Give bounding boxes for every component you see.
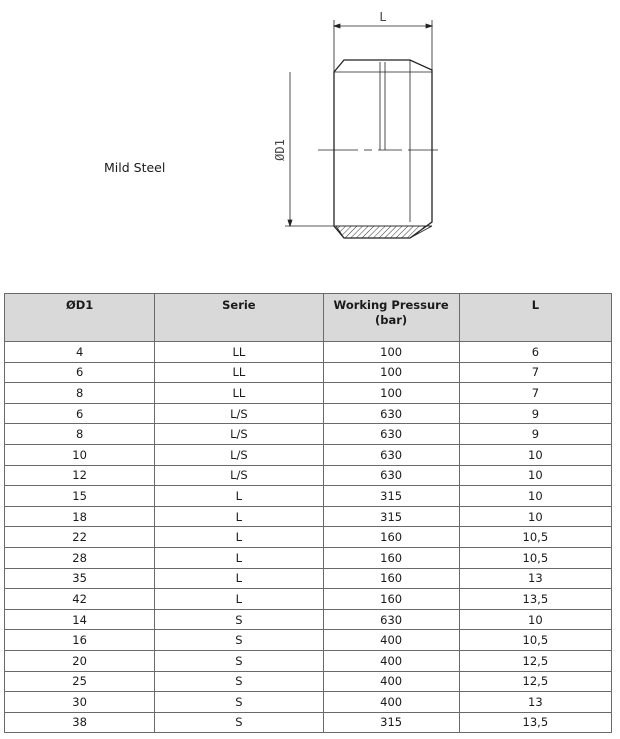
cell-diameter: 6	[5, 362, 155, 383]
cell-length: 10	[459, 486, 611, 507]
cell-working-pressure: 630	[323, 609, 459, 630]
cell-serie: S	[155, 630, 323, 651]
header-serie: Serie	[155, 294, 323, 342]
table-row	[5, 444, 612, 465]
cell-length: 10	[459, 444, 611, 465]
table-row	[5, 506, 612, 527]
ring-technical-drawing	[270, 0, 450, 250]
cell-working-pressure: 315	[323, 486, 459, 507]
cell-diameter: 10	[5, 444, 155, 465]
cell-working-pressure: 315	[323, 506, 459, 527]
cell-length: 12,5	[459, 671, 611, 692]
cell-diameter: 15	[5, 486, 155, 507]
table-row	[5, 692, 612, 713]
cell-length: 10	[459, 506, 611, 527]
table-body	[5, 342, 612, 733]
cell-diameter: 25	[5, 671, 155, 692]
table-row	[5, 424, 612, 445]
cell-length: 10	[459, 465, 611, 486]
cell-diameter: 6	[5, 403, 155, 424]
cell-diameter: 14	[5, 609, 155, 630]
cell-serie: LL	[155, 383, 323, 404]
cell-serie: S	[155, 671, 323, 692]
cell-working-pressure: 630	[323, 465, 459, 486]
cell-working-pressure: 400	[323, 650, 459, 671]
table-row	[5, 630, 612, 651]
header-diameter: ØD1	[5, 294, 155, 342]
table-header-row	[5, 294, 612, 342]
cell-diameter: 18	[5, 506, 155, 527]
cell-serie: L	[155, 486, 323, 507]
cell-diameter: 8	[5, 424, 155, 445]
cell-length: 12,5	[459, 650, 611, 671]
table-row	[5, 403, 612, 424]
cell-length: 13	[459, 692, 611, 713]
table-row	[5, 342, 612, 363]
cell-working-pressure: 100	[323, 383, 459, 404]
cell-length: 7	[459, 383, 611, 404]
cell-diameter: 16	[5, 630, 155, 651]
cell-working-pressure: 315	[323, 712, 459, 733]
cell-diameter: 42	[5, 589, 155, 610]
specification-table	[4, 293, 612, 733]
cell-diameter: 8	[5, 383, 155, 404]
cell-length: 9	[459, 424, 611, 445]
cell-diameter: 22	[5, 527, 155, 548]
cell-serie: L	[155, 568, 323, 589]
cell-working-pressure: 400	[323, 630, 459, 651]
cell-working-pressure: 160	[323, 527, 459, 548]
cell-length: 10,5	[459, 547, 611, 568]
cell-serie: LL	[155, 342, 323, 363]
table-row	[5, 362, 612, 383]
cell-serie: S	[155, 712, 323, 733]
cell-diameter: 28	[5, 547, 155, 568]
header-length: L	[459, 294, 611, 342]
cell-serie: L	[155, 506, 323, 527]
cell-working-pressure: 160	[323, 547, 459, 568]
table-row	[5, 609, 612, 630]
cell-length: 10	[459, 609, 611, 630]
cell-working-pressure: 630	[323, 444, 459, 465]
table-row	[5, 589, 612, 610]
table-row	[5, 383, 612, 404]
cell-diameter: 4	[5, 342, 155, 363]
cell-diameter: 38	[5, 712, 155, 733]
cell-length: 7	[459, 362, 611, 383]
table-row	[5, 527, 612, 548]
cell-serie: S	[155, 692, 323, 713]
cell-serie: S	[155, 609, 323, 630]
diameter-dimension	[285, 72, 334, 226]
cell-length: 9	[459, 403, 611, 424]
cell-working-pressure: 100	[323, 342, 459, 363]
cell-diameter: 20	[5, 650, 155, 671]
table-row	[5, 671, 612, 692]
material-label: Mild Steel	[104, 160, 166, 175]
cell-working-pressure: 400	[323, 671, 459, 692]
cell-length: 10,5	[459, 527, 611, 548]
cell-diameter: 35	[5, 568, 155, 589]
cell-serie: LL	[155, 362, 323, 383]
cell-diameter: 12	[5, 465, 155, 486]
cell-serie: L/S	[155, 465, 323, 486]
cell-working-pressure: 100	[323, 362, 459, 383]
cell-serie: L/S	[155, 444, 323, 465]
length-dimension	[334, 20, 432, 72]
cell-working-pressure: 630	[323, 424, 459, 445]
cell-length: 13,5	[459, 589, 611, 610]
diameter-dimension-label: ØD1	[273, 139, 287, 161]
header-working-pressure: Working Pressure (bar)	[323, 294, 459, 342]
cell-serie: L	[155, 547, 323, 568]
cell-serie: L	[155, 527, 323, 548]
table-row	[5, 547, 612, 568]
table-row	[5, 568, 612, 589]
cell-length: 6	[459, 342, 611, 363]
ring-outline	[334, 60, 432, 238]
cell-working-pressure: 630	[323, 403, 459, 424]
cell-working-pressure: 400	[323, 692, 459, 713]
cell-length: 13,5	[459, 712, 611, 733]
cell-diameter: 30	[5, 692, 155, 713]
cell-working-pressure: 160	[323, 589, 459, 610]
cell-length: 13	[459, 568, 611, 589]
cell-serie: S	[155, 650, 323, 671]
length-dimension-label: L	[379, 10, 387, 24]
table-row	[5, 712, 612, 733]
cell-length: 10,5	[459, 630, 611, 651]
table-row	[5, 650, 612, 671]
cell-serie: L/S	[155, 424, 323, 445]
table-row	[5, 486, 612, 507]
table-row	[5, 465, 612, 486]
cell-serie: L/S	[155, 403, 323, 424]
cell-serie: L	[155, 589, 323, 610]
section-hatch	[336, 226, 432, 238]
cell-working-pressure: 160	[323, 568, 459, 589]
